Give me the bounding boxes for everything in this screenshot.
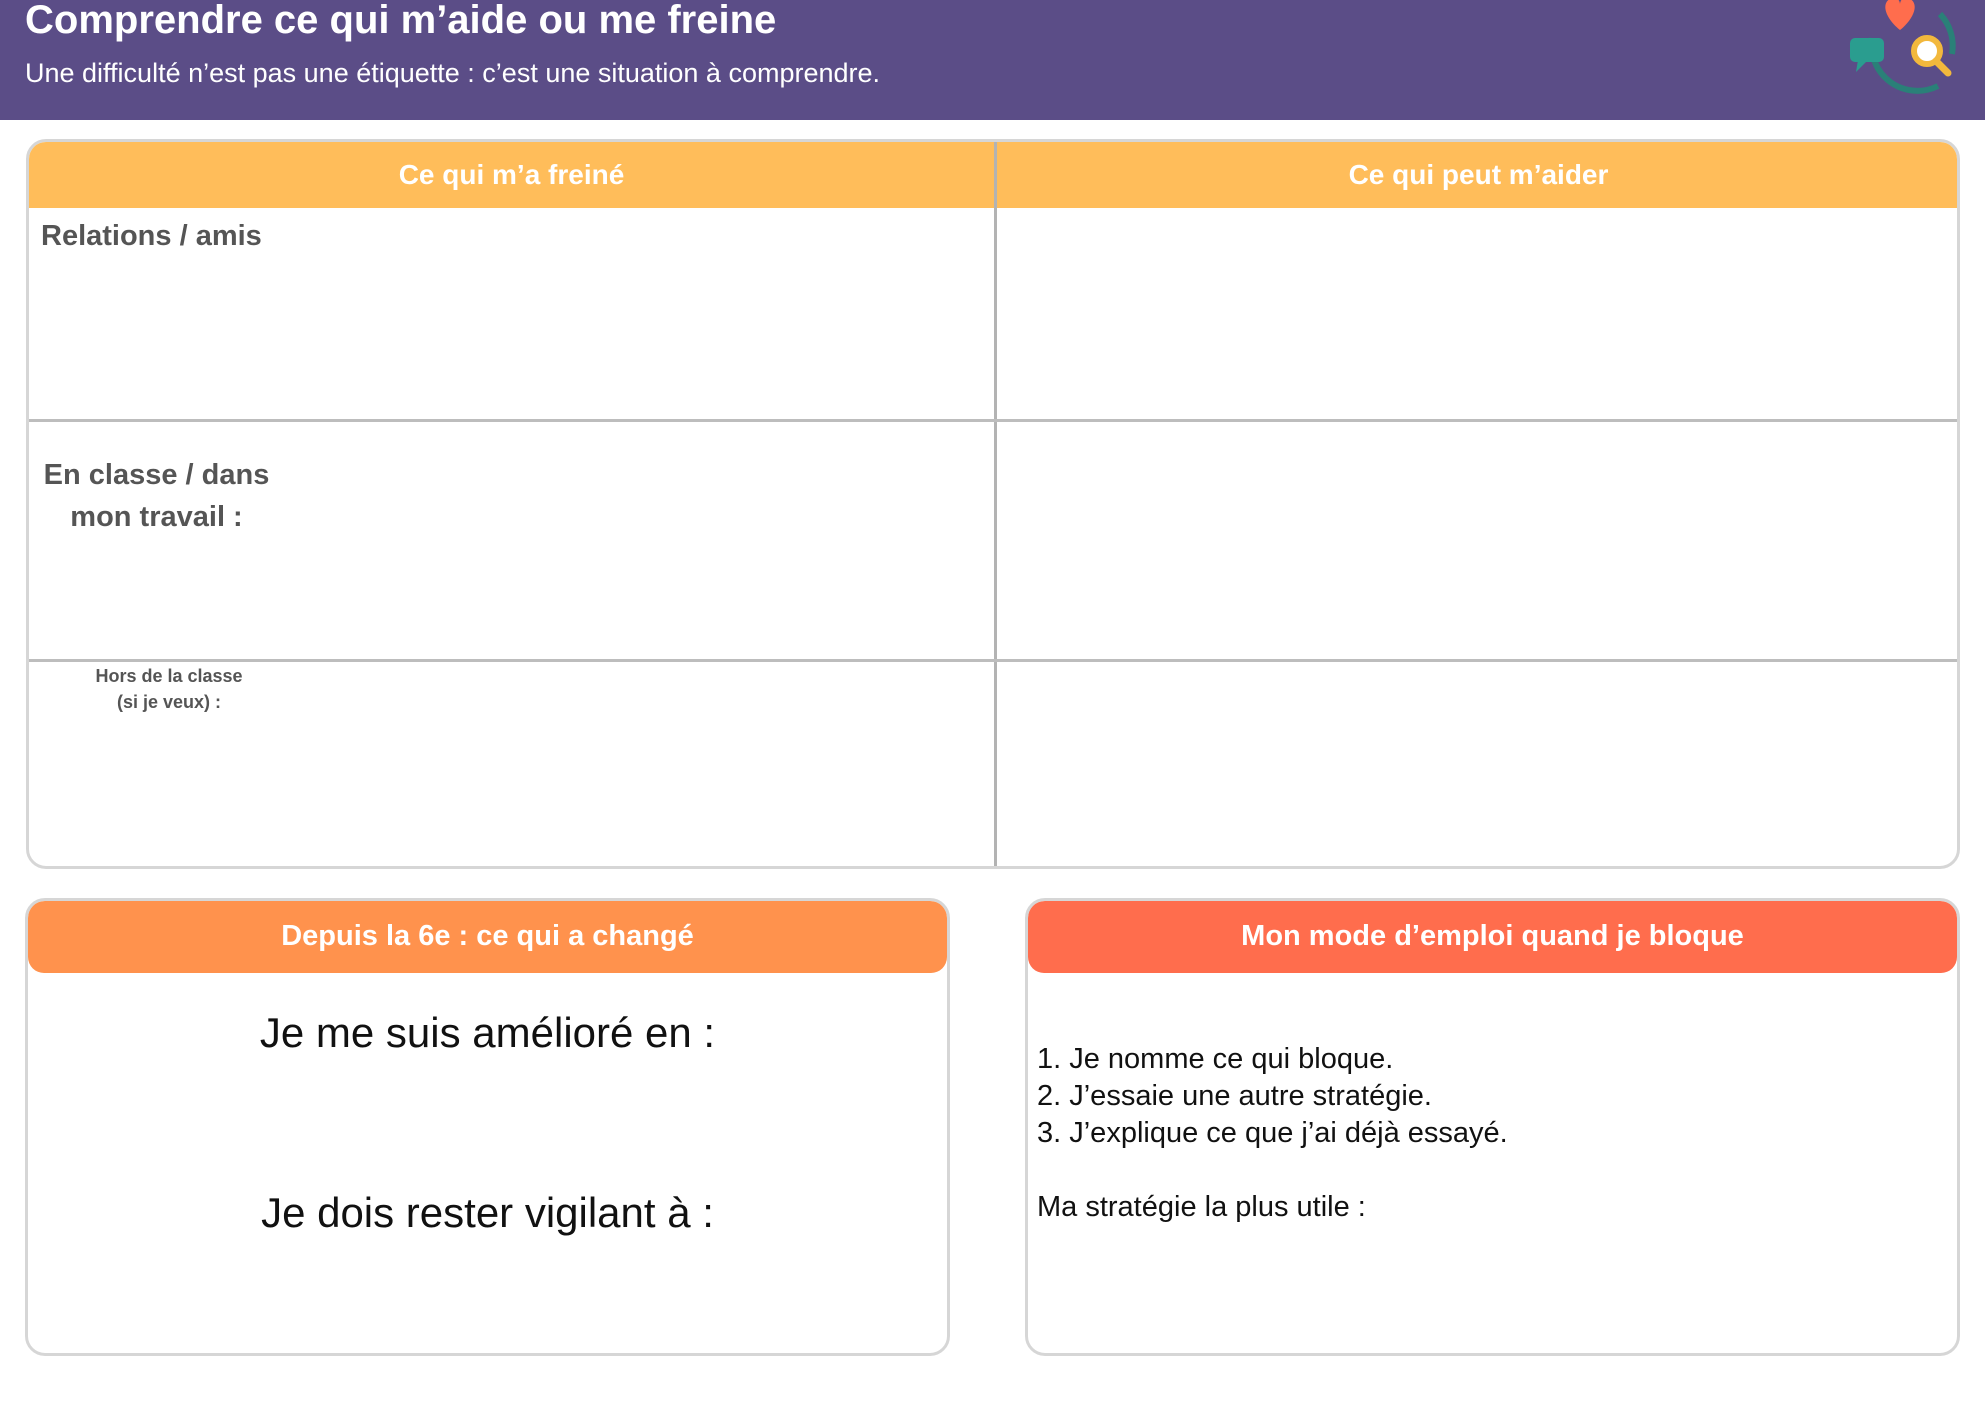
row-label-hors-classe: Hors de la classe (si je veux) : [95,666,243,712]
improved-prompt: Je me suis amélioré en : [259,1009,716,1056]
strategy-prompt: Ma stratégie la plus utile : [1037,1191,1366,1223]
heart-chat-magnifier-logo-icon [1840,0,1960,105]
changes-card [25,898,950,1356]
reflection-grid [26,139,1960,869]
vigilant-prompt: Je dois rester vigilant à : [261,1189,714,1236]
method-steps [1037,1041,1508,1226]
method-step: 2. J’essaie une autre stratégie. [1037,1080,1432,1112]
grid-row-divider [29,419,1957,422]
changes-card-title: Depuis la 6e : ce qui a changé [28,901,947,973]
column-header-freine: Ce qui m’a freiné [398,159,625,190]
header-banner [0,0,1985,120]
row-label-classe: En classe / dans mon travail : [43,459,270,533]
method-card-title: Mon mode d’emploi quand je bloque [1028,901,1957,973]
method-step: 1. Je nomme ce qui bloque. [1037,1043,1394,1075]
method-step: 3. J’explique ce que j’ai déjà essayé. [1037,1117,1508,1149]
page-subtitle: Une difficulté n’est pas une étiquette : c’est une situation à comprendre. [25,58,881,88]
grid-header [29,142,1957,208]
column-header-aider: Ce qui peut m’aider [1348,159,1609,190]
method-card [1025,898,1960,1356]
grid-row-divider [29,659,1957,662]
page-title: Comprendre ce qui m’aide ou me freine [25,0,777,42]
row-label-relations: Relations / amis [41,220,262,252]
grid-column-divider [994,142,997,866]
